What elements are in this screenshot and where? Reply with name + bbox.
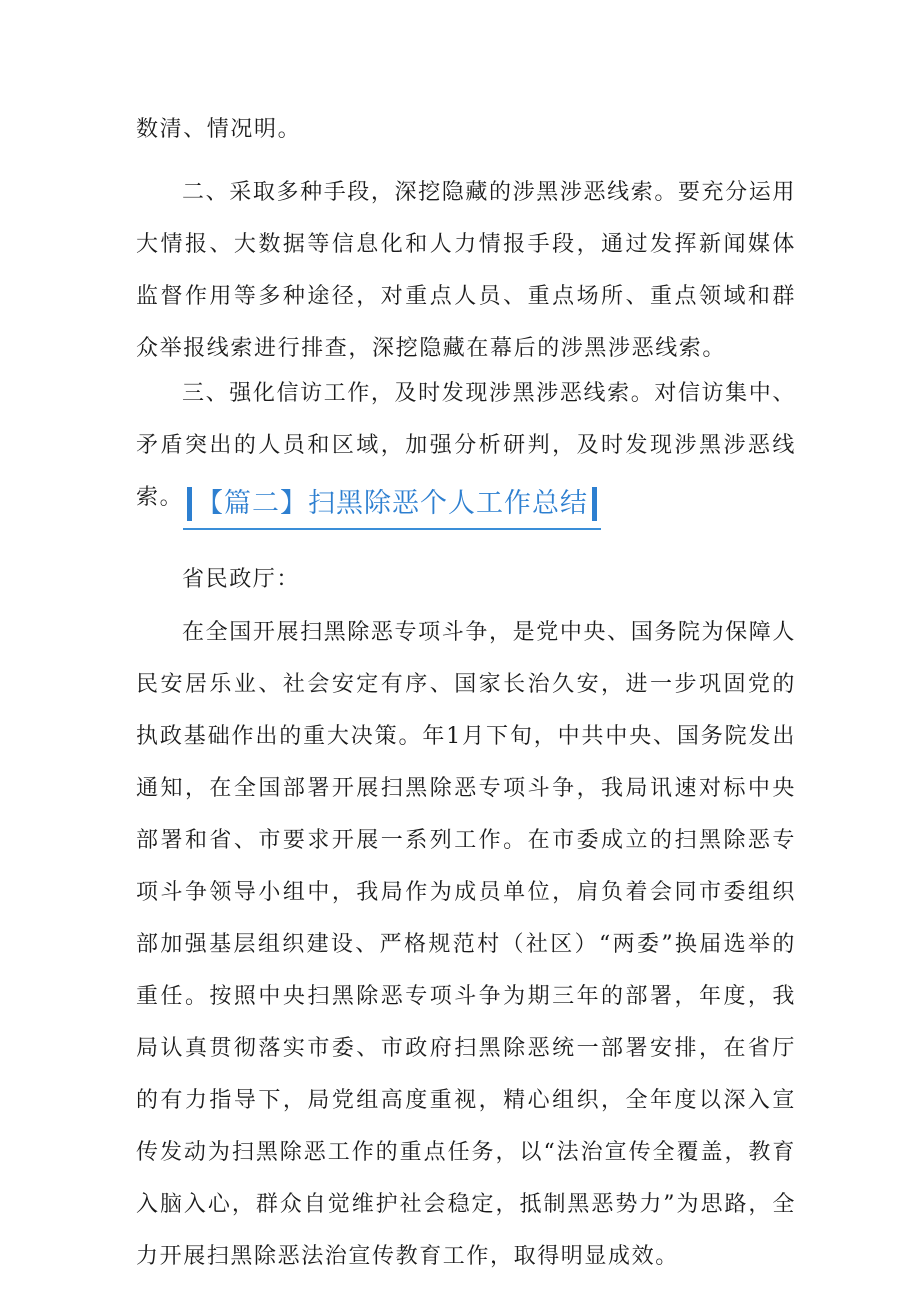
paragraph-continuation: 数清、情况明。 [136, 117, 302, 142]
salutation: 省民政厅： [182, 567, 301, 592]
paragraph-three: 三、强化信访工作，及时发现涉黑涉恶线索。对信访集中、矛盾突出的人员和区域，加强分析研判，及时发现涉黑涉恶线索。 [136, 381, 796, 510]
body-paragraph: 在全国开展扫黑除恶专项斗争，是党中央、国务院为保障人民安居乐业、社会安定有序、国家长治久安，进一步巩固党的执政基础作出的重大决策。年1月下旬，中共中央、国务院发出通知，在全国部署开展扫黑除恶专项斗争，我局讯速对标中央部署和省、市要求开展一系列工作。在市委成立的扫黑除恶专项斗争领导小组中，我局作为成员单位，肩负着会同市委组织部加强基层组织建设、严格规范村（社区）“两委”换届选举的重任。按照中央扫黑除恶专项斗争为期三年的部署，年度，我局认真贯彻落实市委、市政府扫黑除恶统一部署安排，在省厅的有力指导下，局党组高度重视，精心组织，全年度以深入宣传发动为扫黑除恶工作的重点任务，以“法治宣传全覆盖，教育入脑入心，群众自觉维护社会稳定，抵制黑恶势力”为思路，全力开展扫黑除恶法治宣传教育工作，取得明显成效。 [136, 620, 796, 1269]
section-heading-title: 【篇二】扫黑除恶个人工作总结 [196, 488, 588, 519]
heading-right-bar [592, 487, 597, 521]
paragraph-two: 二、采取多种手段，深挖隐藏的涉黑涉恶线索。要充分运用大情报、大数据等信息化和人力情报手段，通过发挥新闻媒体监督作用等多种途径，对重点人员、重点场所、重点领域和群众举报线索进行排查，深挖隐藏在幕后的涉黑涉恶线索。 [136, 180, 796, 361]
section-heading [183, 484, 601, 530]
